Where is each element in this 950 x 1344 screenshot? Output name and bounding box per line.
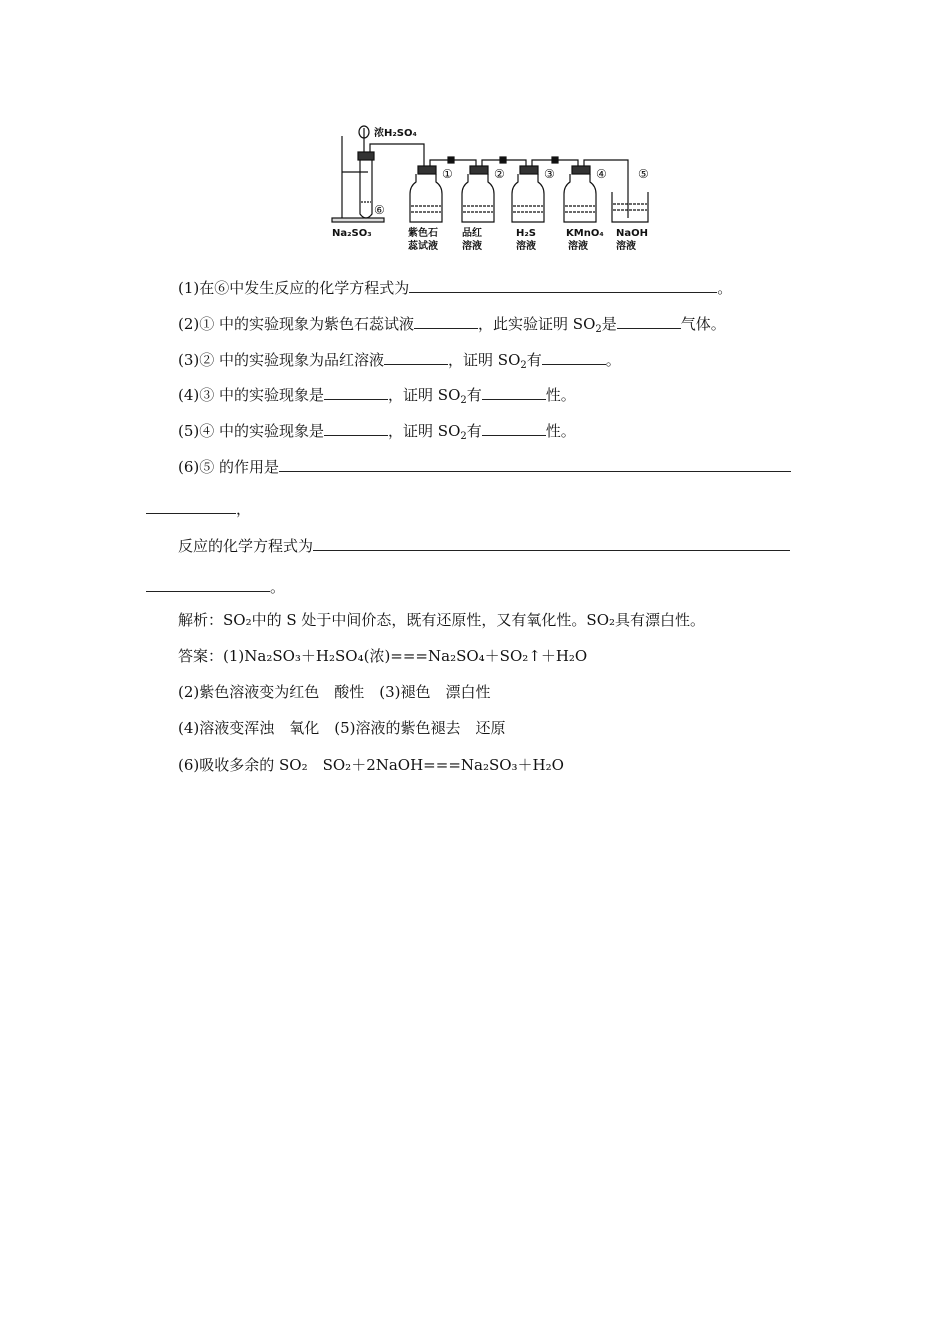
bottle-4 xyxy=(564,166,596,222)
bottle-3-label-b: 溶液 xyxy=(516,241,536,252)
question-2: (2)① 中的实验现象为紫色石蕊试液 ，此实验证明 $SO_2$是 气体。 xyxy=(178,315,726,335)
answer-blank[interactable] xyxy=(146,576,270,592)
answer-blank[interactable] xyxy=(384,349,448,365)
mark-5: ⑤ xyxy=(638,167,649,181)
bottle-3 xyxy=(512,166,544,222)
answer-blank[interactable] xyxy=(324,384,388,400)
analysis xyxy=(178,610,705,630)
answer-blank[interactable] xyxy=(482,384,546,400)
answer-blank[interactable] xyxy=(279,456,791,472)
bottle-2-label-b: 溶液 xyxy=(462,241,482,252)
beaker-5 xyxy=(612,192,648,222)
bottle-2-label-a: 品红 xyxy=(462,228,482,239)
bottle-4-label-a: KMnO₄ xyxy=(566,228,604,239)
analysis-text: SO₂中的 S 处于中间价态，既有还原性，又有氧化性。SO₂具有漂白性。 xyxy=(223,611,706,629)
question-4: (4)③ 中的实验现象是 ，证明 $SO_2$有 性。 xyxy=(178,386,576,406)
question-6-continuation: ， xyxy=(146,498,251,519)
answer-blank[interactable] xyxy=(542,349,606,365)
analysis-label: 解析： xyxy=(178,611,224,629)
answer-blank[interactable] xyxy=(146,498,236,514)
mark-4: ④ xyxy=(596,167,607,181)
answer-line-3: (4)溶液变浑浊 氧化 (5)溶液的紫色褪去 还原 xyxy=(178,719,506,737)
bottle-3-label-a: H₂S xyxy=(516,228,536,239)
tube-stopper xyxy=(358,152,374,160)
bottle-5-label-a: NaOH xyxy=(616,228,648,239)
mark-3: ③ xyxy=(544,167,555,181)
delivery-tube-1 xyxy=(370,144,424,166)
na2so3-label: Na₂SO₃ xyxy=(332,228,372,239)
stand-base xyxy=(332,218,384,222)
bottle-4-label-b: 溶液 xyxy=(568,241,588,252)
bottle-2 xyxy=(462,166,494,222)
answer-line-4: (6)吸收多余的 SO₂ SO₂＋2NaOH===Na₂SO₃＋H₂O xyxy=(178,756,564,774)
answer-blank[interactable] xyxy=(409,277,717,293)
mark-1: ① xyxy=(442,167,453,181)
mark-6: ⑥ xyxy=(374,203,385,217)
question-6-equation: 反应的化学方程式为 xyxy=(178,535,790,556)
bottle-1-label-b: 蕊试液 xyxy=(408,241,438,252)
answer-blank[interactable] xyxy=(617,313,681,329)
answer-blank[interactable] xyxy=(324,420,388,436)
mark-2: ② xyxy=(494,167,505,181)
question-6: (6)⑤ 的作用是 xyxy=(178,456,791,477)
bottle-5-label-b: 溶液 xyxy=(616,241,636,252)
bottle-1-label-a: 紫色石 xyxy=(408,228,438,239)
apparatus-diagram xyxy=(330,122,670,262)
question-1: (1)在⑥中发生反应的化学方程式为 。 xyxy=(178,279,733,297)
answer-line-1: 答案：(1)Na₂SO₃＋H₂SO₄(浓)===Na₂SO₄＋SO₂↑＋H₂O xyxy=(178,647,588,665)
answer-line-2: (2)紫色溶液变为红色 酸性 (3)褪色 漂白性 xyxy=(178,683,491,701)
question-3: (3)② 中的实验现象为品红溶液 ，证明 $SO_2$有 。 xyxy=(178,351,621,371)
answer-blank[interactable] xyxy=(414,313,478,329)
bottle-1 xyxy=(410,166,442,222)
answer-blank[interactable] xyxy=(482,420,546,436)
answer-blank[interactable] xyxy=(313,535,790,551)
test-tube xyxy=(360,160,372,218)
acid-label: 浓H₂SO₄ xyxy=(374,128,417,139)
question-5: (5)④ 中的实验现象是 ，证明 $SO_2$有 性。 xyxy=(178,422,576,442)
question-6-equation-continuation: 。 xyxy=(146,576,285,597)
